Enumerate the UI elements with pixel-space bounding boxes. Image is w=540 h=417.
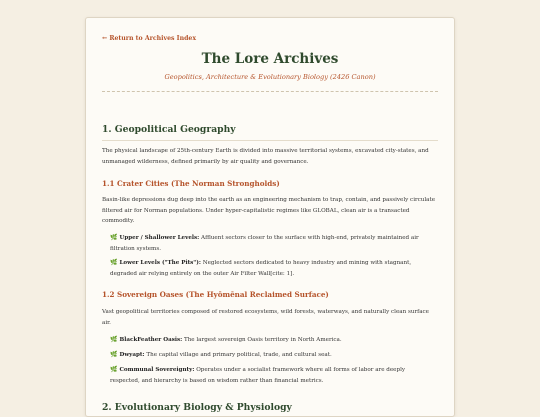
list-item bbox=[110, 335, 436, 346]
list-item bbox=[110, 365, 436, 386]
item-term: Upper / Shallower Levels: bbox=[119, 235, 200, 241]
item-text: Operates under a socialist framework where all forms of labor are deeply respected, and hierarchy is based on wisdom rather than financial metrics. bbox=[110, 367, 406, 384]
page-subtitle: Geopolitics, Architecture & Evolutionary Biology (2426 Canon) bbox=[164, 73, 376, 81]
header-divider bbox=[102, 91, 438, 92]
section-1-intro: The physical landscape of 25th-century Earth is divided into massive territorial systems, excavated city-states, and unmanaged wilderness, defined primarily by air quality and governance. bbox=[102, 148, 429, 165]
archive-card bbox=[85, 17, 455, 417]
leaf-icon: 🌿 bbox=[110, 366, 118, 373]
page-title: The Lore Archives bbox=[201, 51, 339, 67]
list-item bbox=[110, 233, 436, 254]
list-item bbox=[110, 258, 436, 279]
return-link[interactable]: ← Return to Archives Index bbox=[102, 35, 197, 42]
subsection-1-1-heading: 1.1 Crater Cities (The Norman Strongholds) bbox=[102, 179, 280, 188]
leaf-icon: 🌿 bbox=[110, 234, 118, 241]
subsection-1-2-heading: 1.2 Sovereign Oases (The Hyōmēnal Reclaimed Surface) bbox=[102, 290, 329, 299]
item-text: Affluent sectors closer to the surface with high-end, privately maintained air filtration systems. bbox=[110, 235, 419, 252]
item-text: The largest sovereign Oasis territory in North America. bbox=[183, 337, 342, 343]
section-2-heading: 2. Evolutionary Biology & Physiology bbox=[102, 402, 292, 413]
section-1-rule bbox=[102, 140, 438, 141]
item-term: Communal Sovereignty: bbox=[119, 367, 195, 373]
subsection-1-1-body: Basin-like depressions dug deep into the earth as an engineering mechanism to trap, contain, and passively circulate filtered air for Norman populations. Under hyper-capitalistic regimes like GLOBAL, clean air is a transacted commodity. bbox=[102, 197, 436, 224]
list-item bbox=[110, 350, 436, 361]
item-term: BlackFeather Oasis: bbox=[119, 337, 183, 343]
leaf-icon: 🌿 bbox=[110, 336, 118, 343]
leaf-icon: 🌿 bbox=[110, 351, 118, 358]
item-term: Lower Levels ("The Pits"): bbox=[119, 260, 201, 266]
section-1-heading: 1. Geopolitical Geography bbox=[102, 124, 236, 135]
subsection-1-2-body: Vast geopolitical territories composed of restored ecosystems, wild forests, waterways, and naturally clean surface air. bbox=[102, 309, 429, 326]
item-text: Neglected sectors dedicated to heavy industry and mining with stagnant, degraded air relying entirely on the outer Air Filter Wall[cite: 1]. bbox=[110, 260, 412, 277]
item-text: The capital village and primary political, trade, and cultural seat. bbox=[146, 352, 332, 358]
leaf-icon: 🌿 bbox=[110, 259, 118, 266]
item-term: Dwyapt: bbox=[119, 352, 145, 358]
